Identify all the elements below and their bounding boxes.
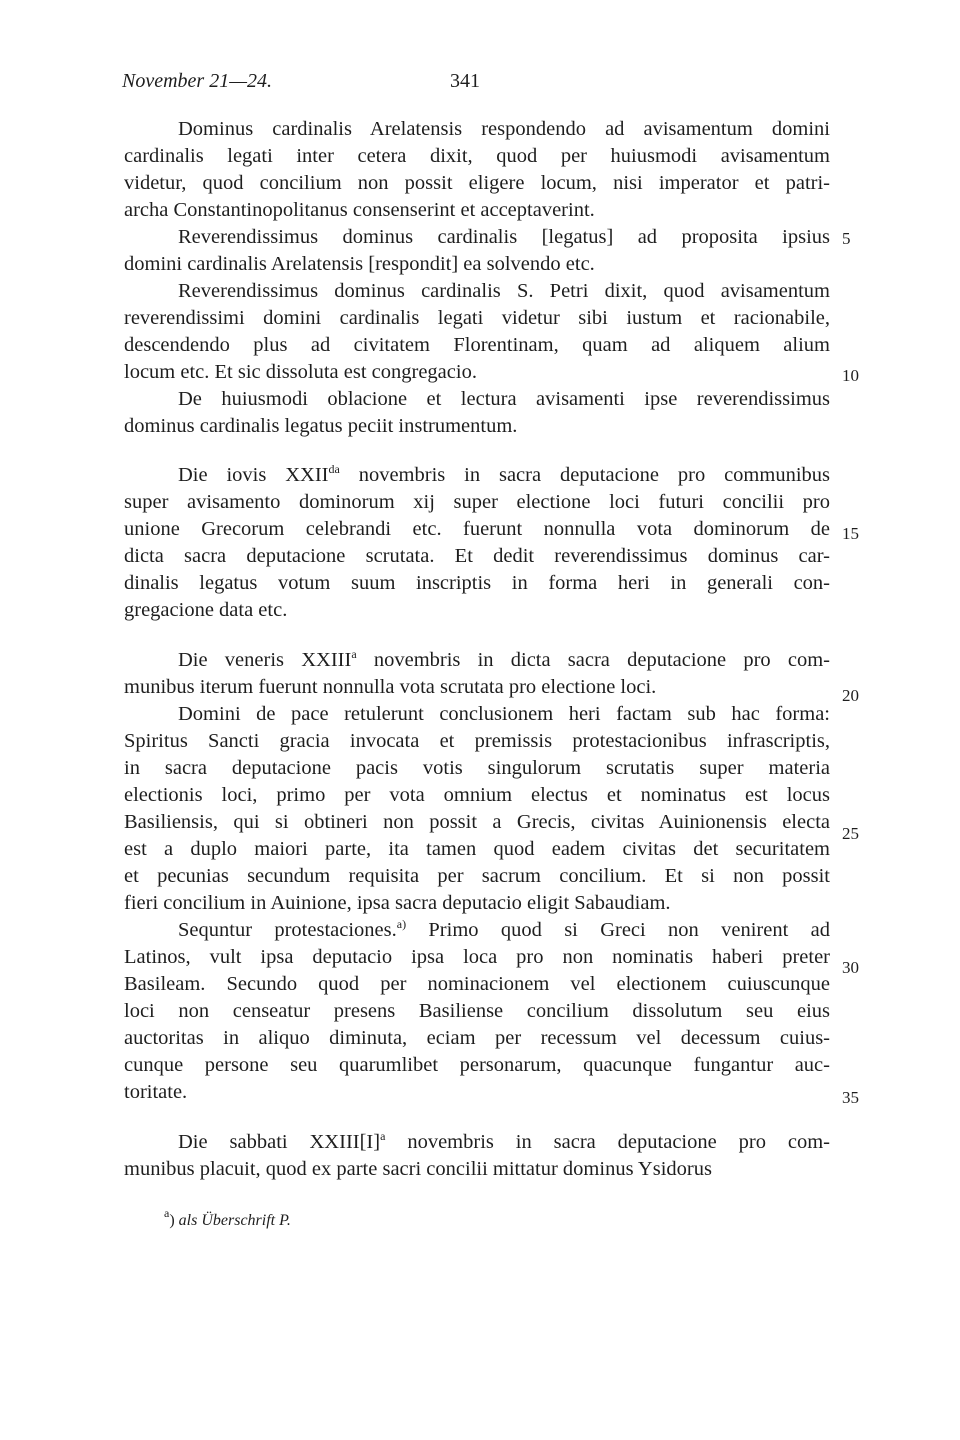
footnote	[164, 1206, 291, 1230]
line-number: 20	[842, 686, 859, 705]
text-line	[124, 891, 830, 915]
text-line	[124, 171, 830, 195]
text-line	[178, 918, 830, 942]
line-text: gregacione data etc.	[124, 599, 288, 621]
text-line	[124, 544, 830, 568]
line-text-start: Die veneris XXIII	[178, 649, 352, 671]
text-line	[124, 306, 830, 330]
text-line	[124, 1157, 830, 1181]
text-line	[124, 864, 830, 888]
line-number: 15	[842, 524, 859, 543]
line-number: 10	[842, 366, 859, 385]
line-text: Basiliensis, qui si obtineri non possit a Grecis, civitas Auinionensis electa	[124, 811, 830, 833]
line-text-end: novembris in sacra deputacione pro com-	[385, 1131, 831, 1153]
text-line	[124, 837, 830, 861]
line-text: unione Grecorum celebrandi etc. fuerunt nonnulla vota dominorum de	[124, 518, 830, 540]
line-text-start: Die sabbati XXIII[I]	[178, 1131, 381, 1153]
line-text: cardinalis legati inter cetera dixit, quod per huiusmodi avisamentum	[124, 145, 830, 167]
text-line	[178, 117, 830, 141]
line-text: auctoritas in aliquo diminuta, eciam per recessum vel decessum cuius-	[124, 1027, 830, 1049]
footnote-marker: a	[164, 1206, 170, 1220]
text-line	[124, 1053, 830, 1077]
text-line	[124, 729, 830, 753]
text-line	[124, 783, 830, 807]
page-number: 341	[450, 70, 480, 92]
text-line	[124, 333, 830, 357]
text-line	[124, 598, 830, 622]
text-line	[124, 144, 830, 168]
footnote-text: als Überschrift P.	[178, 1212, 291, 1229]
line-text: et pecunias secundum requisita per sacrum concilium. Et si non possit	[124, 865, 830, 887]
text-line	[124, 1080, 830, 1104]
line-text: toritate.	[124, 1081, 188, 1103]
line-text: super avisamento dominorum xij super electione loci futuri concilii pro	[124, 491, 830, 513]
footnote-marker-close: )	[169, 1212, 175, 1229]
line-text: munibus iterum fuerunt nonnulla vota scrutata pro electione loci.	[124, 676, 657, 698]
line-text: Domini de pace retulerunt conclusionem heri factam sub hac forma:	[178, 703, 830, 725]
line-text: Spiritus Sancti gracia invocata et premissis protestacionibus infrascriptis,	[124, 730, 830, 752]
line-number: 5	[842, 229, 851, 248]
text-line	[124, 810, 830, 834]
superscript: a)	[396, 917, 407, 931]
line-text: Latinos, vult ipsa deputacio ipsa loca pro non nominatis haberi preter	[124, 946, 830, 968]
text-line	[124, 517, 830, 541]
line-text: reverendissimi domini cardinalis legati videtur sibi iustum et racionabile,	[124, 307, 830, 329]
line-text: domini cardinalis Arelatensis [respondit] ea solvendo etc.	[124, 253, 595, 275]
text-line	[178, 279, 830, 303]
text-line	[124, 945, 830, 969]
line-text-end: novembris in sacra deputacione pro communibus	[339, 464, 830, 486]
line-number: 35	[842, 1088, 859, 1107]
text-line	[178, 702, 830, 726]
line-text-end: Primo quod si Greci non venirent ad	[406, 919, 830, 941]
text-line	[124, 972, 830, 996]
line-text-start: Sequntur protestaciones.	[178, 919, 397, 941]
line-text: in sacra deputacione pacis votis singulorum scrutatis super materia	[124, 757, 830, 779]
line-text: dominus cardinalis legatus peciit instrumentum.	[124, 415, 518, 437]
text-line	[124, 756, 830, 780]
superscript: a	[380, 1129, 386, 1143]
text-line	[178, 225, 830, 249]
line-text: fieri concilium in Auinione, ipsa sacra deputacio eligit Sabaudiam.	[124, 892, 671, 914]
line-text: locum etc. Et sic dissoluta est congregacio.	[124, 361, 477, 383]
text-line	[124, 360, 830, 384]
text-line	[124, 490, 830, 514]
line-text: Basileam. Secundo quod per nominacionem vel electionem cuiuscunque	[124, 973, 830, 995]
line-text: est a duplo maiori parte, ita tamen quod eadem civitas det securitatem	[124, 838, 830, 860]
line-text: munibus placuit, quod ex parte sacri concilii mittatur dominus Ysidorus	[124, 1158, 712, 1180]
line-text: electionis loci, primo per vota omnium electus et nominatus est locus	[124, 784, 830, 806]
line-number: 30	[842, 958, 859, 977]
line-text: videtur, quod concilium non possit eligere locum, nisi imperator et patri-	[124, 172, 830, 194]
text-line	[124, 675, 830, 699]
text-line	[124, 999, 830, 1023]
line-text: Reverendissimus dominus cardinalis S. Petri dixit, quod avisamentum	[178, 280, 830, 302]
line-text-end: novembris in dicta sacra deputacione pro com-	[356, 649, 831, 671]
text-line	[124, 414, 830, 438]
superscript: a	[351, 647, 357, 661]
line-text: Dominus cardinalis Arelatensis respondendo ad avisamentum domini	[178, 118, 830, 140]
line-text: dicta sacra deputacione scrutata. Et dedit reverendissimus dominus car-	[124, 545, 830, 567]
text-line	[178, 1130, 830, 1154]
line-text: De huiusmodi oblacione et lectura avisamenti ipse reverendissimus	[178, 388, 830, 410]
line-text: cunque persone seu quarumlibet personarum, quacunque fungantur auc-	[124, 1054, 830, 1076]
line-text-start: Die iovis XXII	[178, 464, 329, 486]
text-line	[124, 198, 830, 222]
line-number: 25	[842, 824, 859, 843]
text-line	[178, 463, 830, 487]
text-line	[124, 252, 830, 276]
line-text: loci non censeatur presens Basiliense concilium dissolutum seu eius	[124, 1000, 830, 1022]
text-line	[178, 648, 830, 672]
superscript: da	[328, 462, 340, 476]
line-text: dinalis legatus votum suum inscriptis in forma heri in generali con-	[124, 572, 830, 594]
line-text: archa Constantinopolitanus consenserint et acceptaverint.	[124, 199, 595, 221]
text-line	[124, 571, 830, 595]
line-text: Reverendissimus dominus cardinalis [legatus] ad proposita ipsius	[178, 226, 830, 248]
text-line	[124, 1026, 830, 1050]
text-line	[178, 387, 830, 411]
running-header: November 21—24.	[122, 70, 272, 92]
line-text: descendendo plus ad civitatem Florentinam, quam ad aliquem alium	[124, 334, 830, 356]
